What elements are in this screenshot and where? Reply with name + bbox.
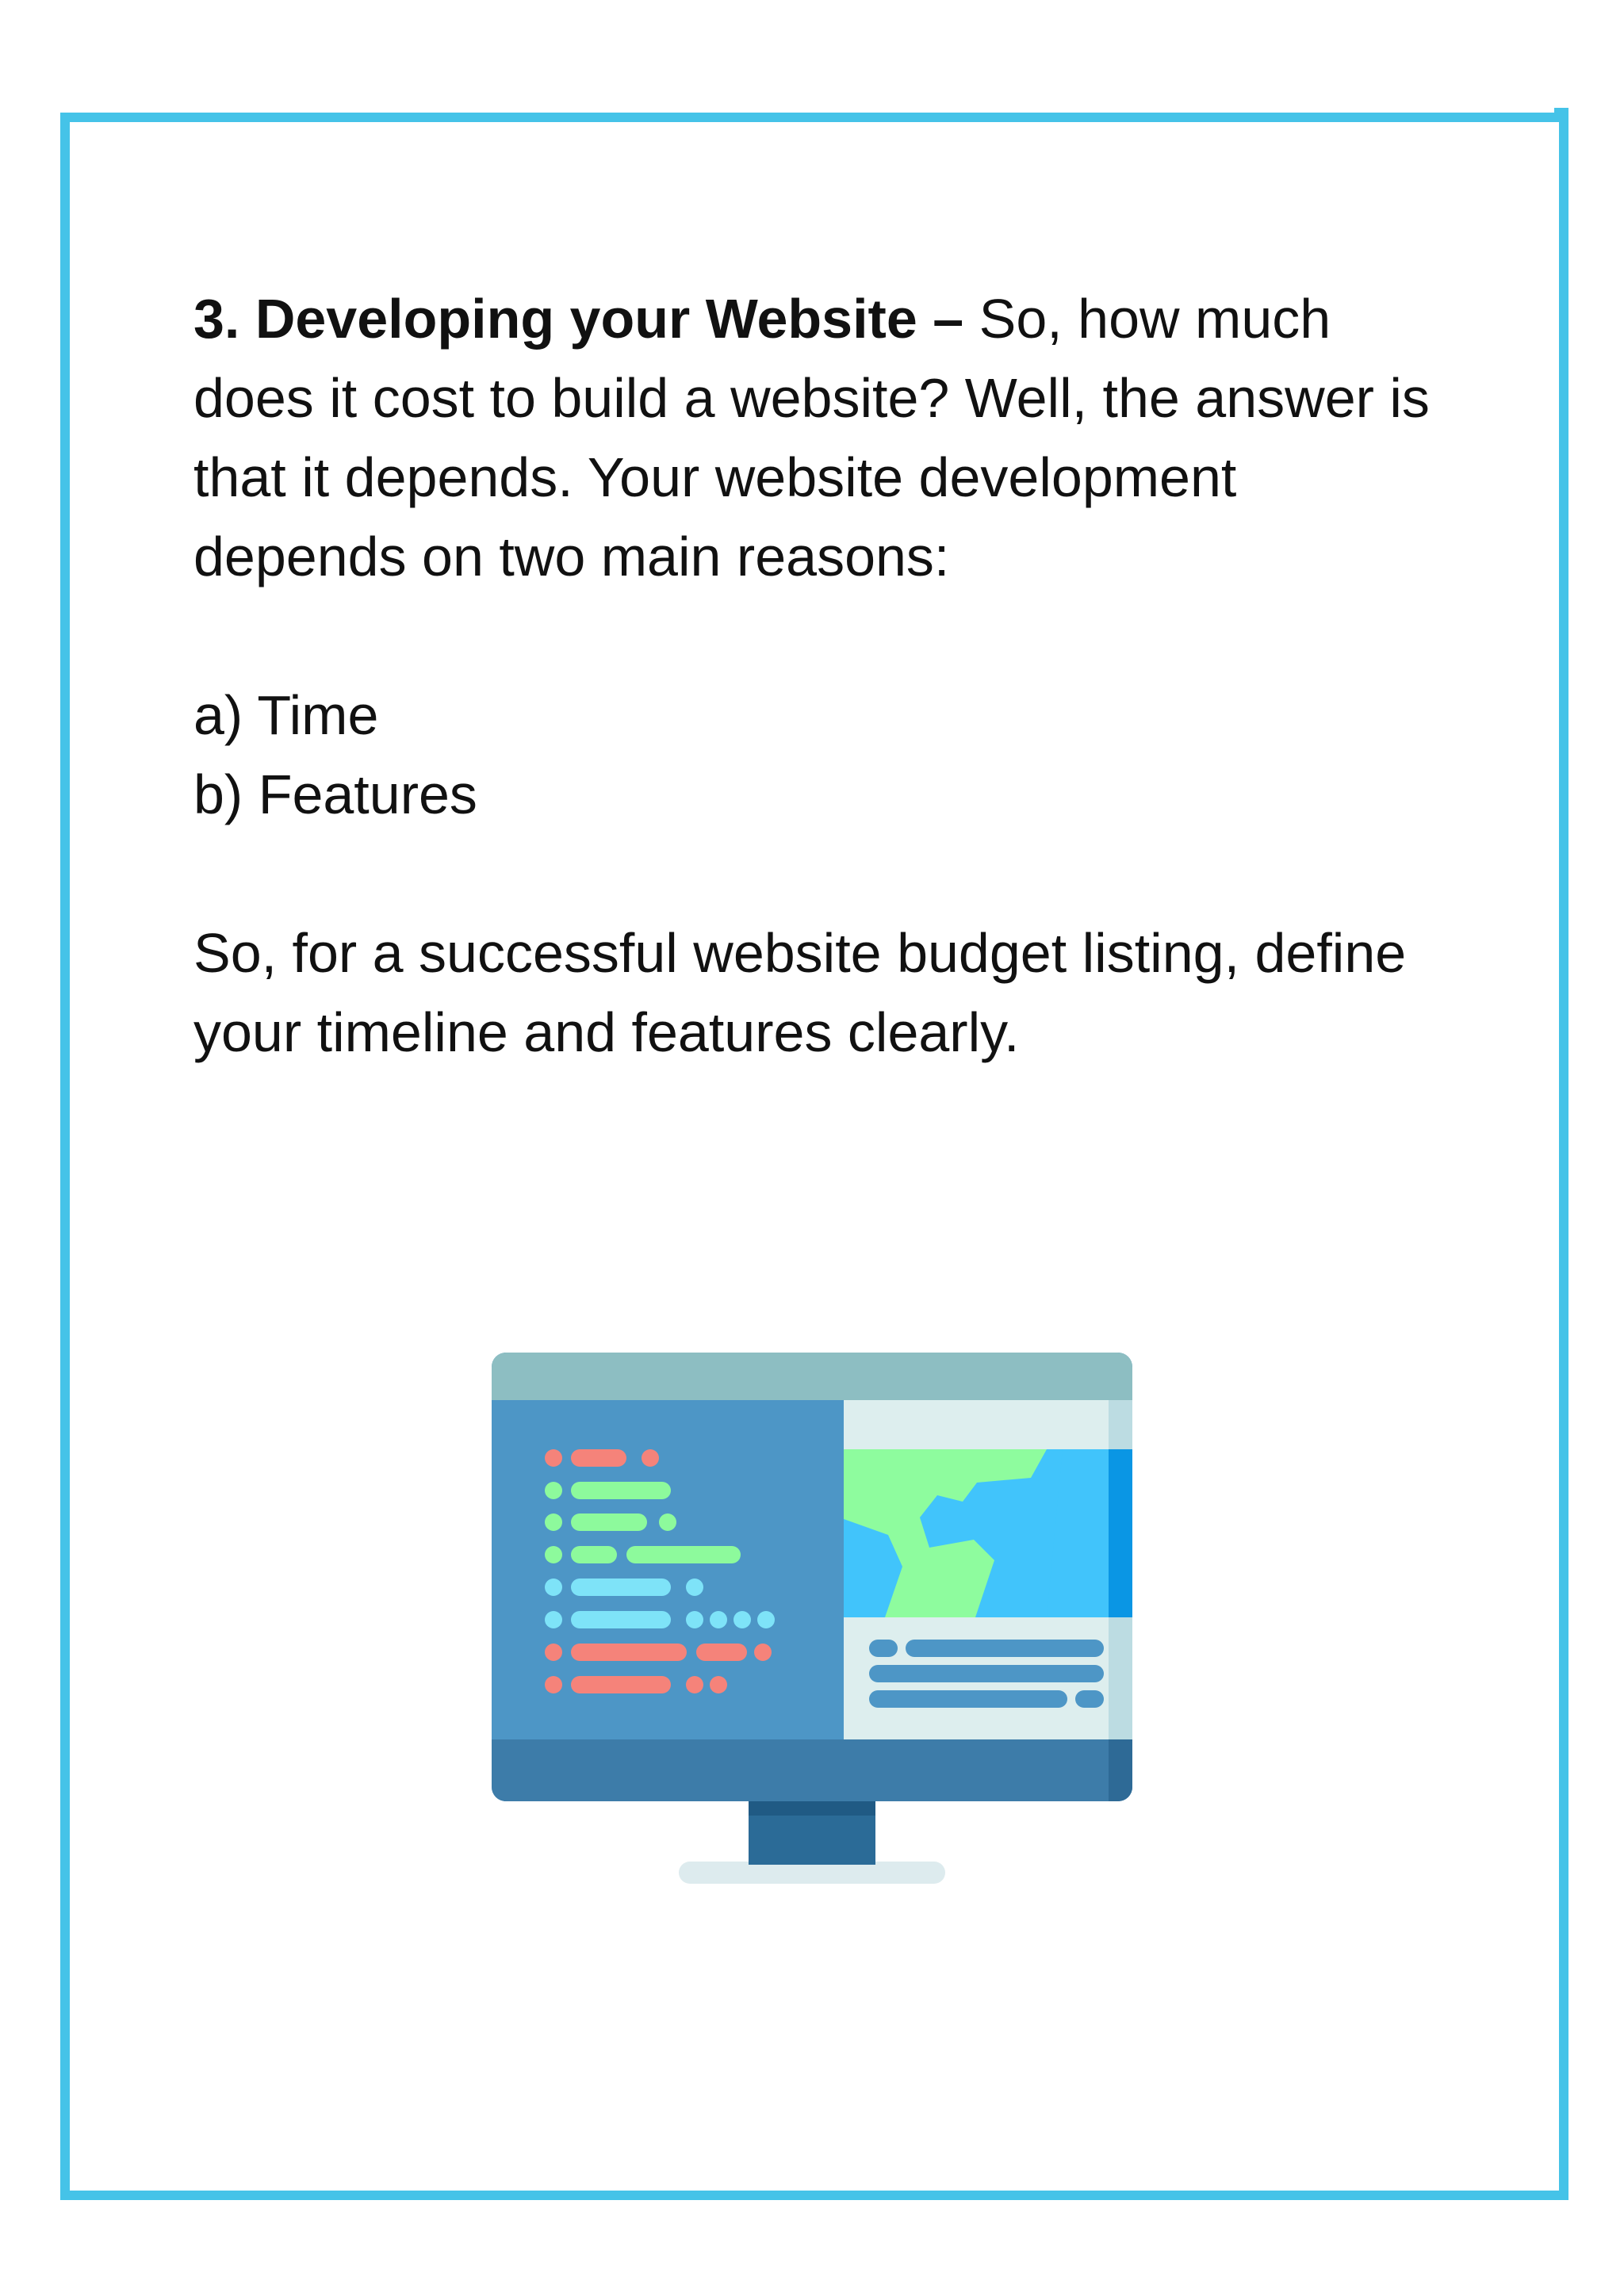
article-body: [193, 279, 1462, 1072]
map-image: [844, 1449, 1132, 1617]
list-item: a) Time: [193, 684, 379, 746]
monitor-title-bar: [492, 1353, 1132, 1400]
monitor-bottom-bar: [492, 1739, 1132, 1801]
monitor-base: [679, 1862, 945, 1884]
computer-monitor-code-icon: [492, 1353, 1132, 1885]
intro-paragraph: [193, 279, 1462, 596]
list-item: b) Features: [193, 763, 477, 825]
section-heading: 3. Developing your Website –: [193, 288, 964, 350]
intro-text: So, how much does it cost to build a website? Well, the answer is that it depends. Your website development depends on two main reasons:: [193, 288, 1430, 587]
border-corner-mark: [1554, 108, 1568, 116]
closing-paragraph: So, for a successful website budget listing, define your timeline and features clearly.: [193, 922, 1407, 1063]
reasons-list: [193, 675, 1462, 834]
